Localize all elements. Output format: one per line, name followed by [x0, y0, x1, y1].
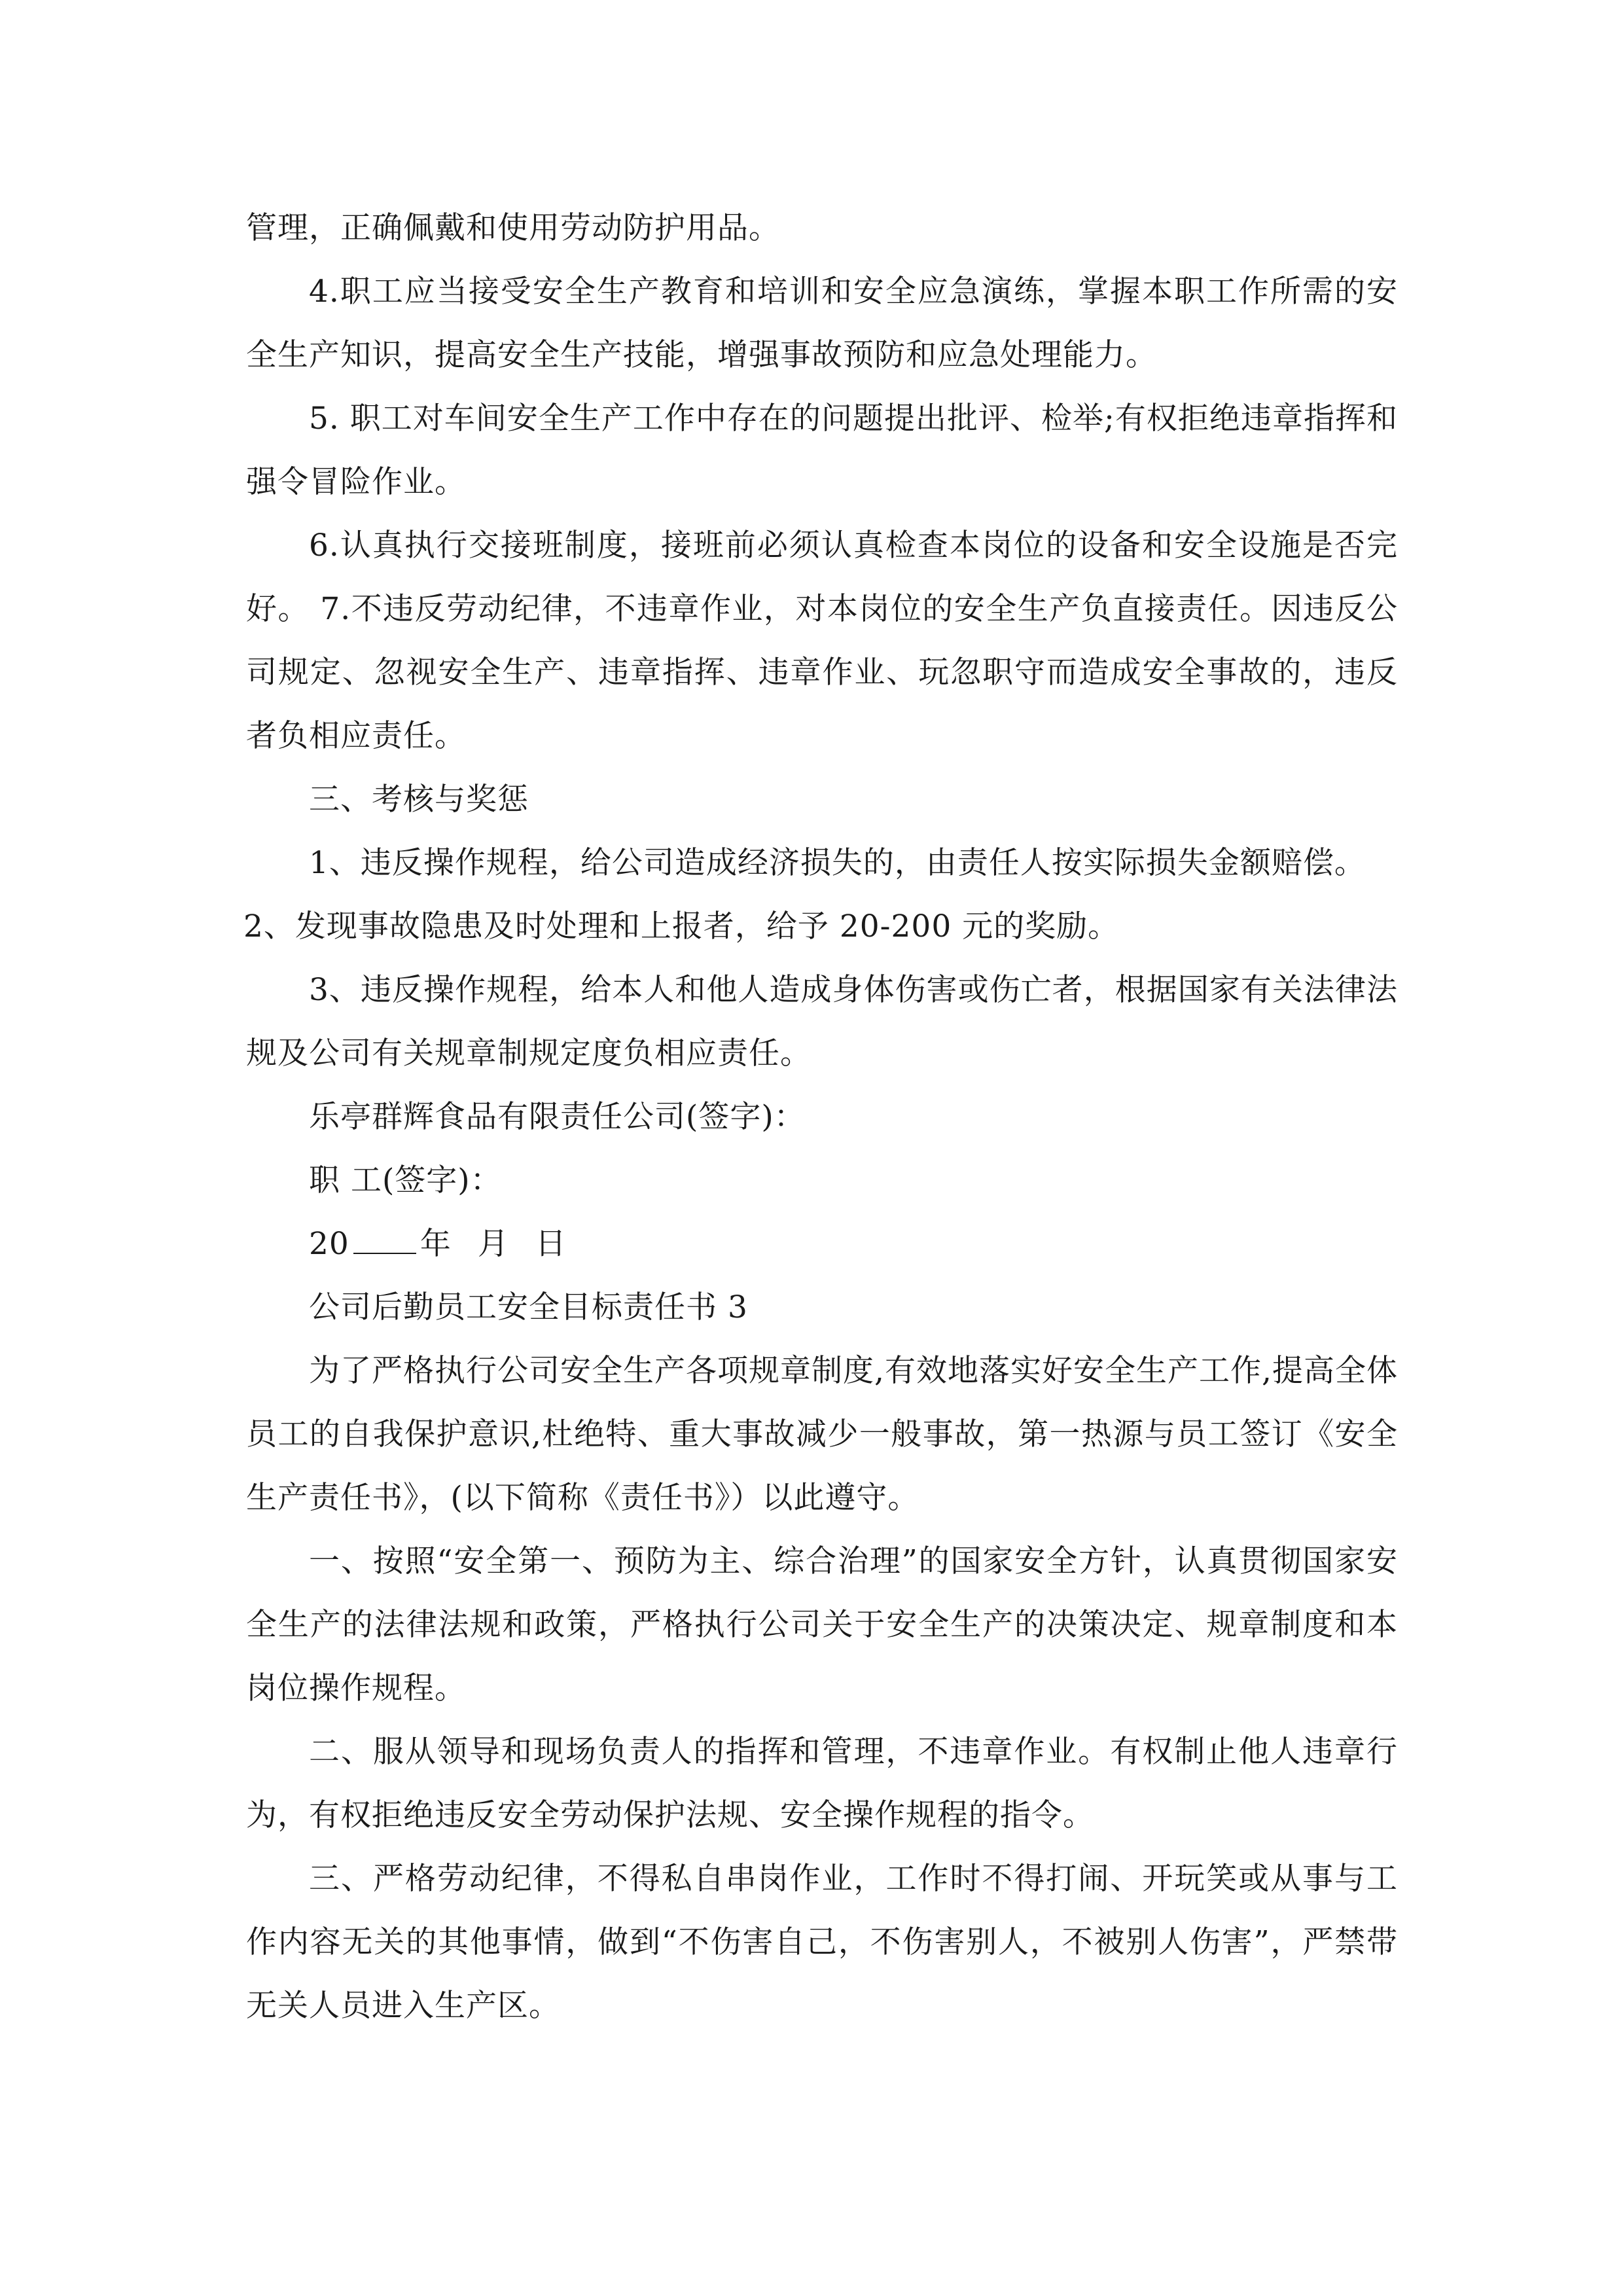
document-body [243, 196, 1398, 2037]
paragraph-assessment-3: 3、违反操作规程，给本人和他人造成身体伤害或伤亡者，根据国家有关法律法规及公司有关规章制规定度负相应责任。 [246, 972, 1398, 1071]
paragraph-clause-3: 三、严格劳动纪律，不得私自串岗作业，工作时不得打闹、开玩笑或从事与工作内容无关的其他事情，做到“不伤害自己，不伤害别人，不被别人伤害”，严禁带无关人员进入生产区。 [246, 1861, 1398, 2024]
date-month: 月 [477, 1226, 509, 1262]
paragraph-item-6-7: 6.认真执行交接班制度，接班前必须认真检查本岗位的设备和安全设施是否完好。 7.不违反劳动纪律，不违章作业，对本岗位的安全生产负直接责任。因违反公司规定、忽视安全生产、违章指挥、违章作业、玩忽职守而造成安全事故的，违反者负相应责任。 [246, 528, 1398, 754]
document-subtitle: 公司后勤员工安全目标责任书 3 [309, 1289, 748, 1325]
section-heading-assessment: 三、考核与奖惩 [309, 781, 529, 817]
paragraph-clause-1: 一、按照“安全第一、预防为主、综合治理”的国家安全方针，认真贯彻国家安全生产的法律法规和政策，严格执行公司关于安全生产的决策决定、规章制度和本岗位操作规程。 [246, 1543, 1398, 1706]
paragraph-item-5: 5. 职工对车间安全生产工作中存在的问题提出批评、检举;有权拒绝违章指挥和强令冒险作业。 [246, 401, 1398, 500]
paragraph-assessment-1: 1、违反操作规程，给公司造成经济损失的，由责任人按实际损失金额赔偿。 [309, 845, 1366, 881]
date-year: 年 [419, 1226, 452, 1262]
paragraph-continuation: 管理，正确佩戴和使用劳动防护用品。 [246, 210, 780, 246]
company-signature-line: 乐亭群辉食品有限责任公司(签字)： [309, 1099, 806, 1135]
year-blank [353, 1227, 416, 1254]
paragraph-assessment-2: 2、发现事故隐患及时处理和上报者，给予 20-200 元的奖励。 [243, 908, 1120, 944]
date-line [246, 1212, 1398, 1276]
paragraph-clause-2: 二、服从领导和现场负责人的指挥和管理，不违章作业。有权制止他人违章行为，有权拒绝违反安全劳动保护法规、安全操作规程的指令。 [246, 1734, 1398, 1833]
date-prefix: 20 [309, 1226, 349, 1262]
paragraph-item-4: 4.职工应当接受安全生产教育和培训和安全应急演练，掌握本职工作所需的安全生产知识，提高安全生产技能，增强事故预防和应急处理能力。 [246, 274, 1398, 373]
employee-signature-line: 职 工(签字)： [309, 1162, 502, 1198]
date-day: 日 [535, 1226, 567, 1262]
paragraph-intro: 为了严格执行公司安全生产各项规章制度,有效地落实好安全生产工作,提高全体员工的自我保护意识,杜绝特、重大事故减少一般事故，第一热源与员工签订《安全生产责任书》，(以下简称《责任书》）以此遵守。 [246, 1353, 1398, 1516]
